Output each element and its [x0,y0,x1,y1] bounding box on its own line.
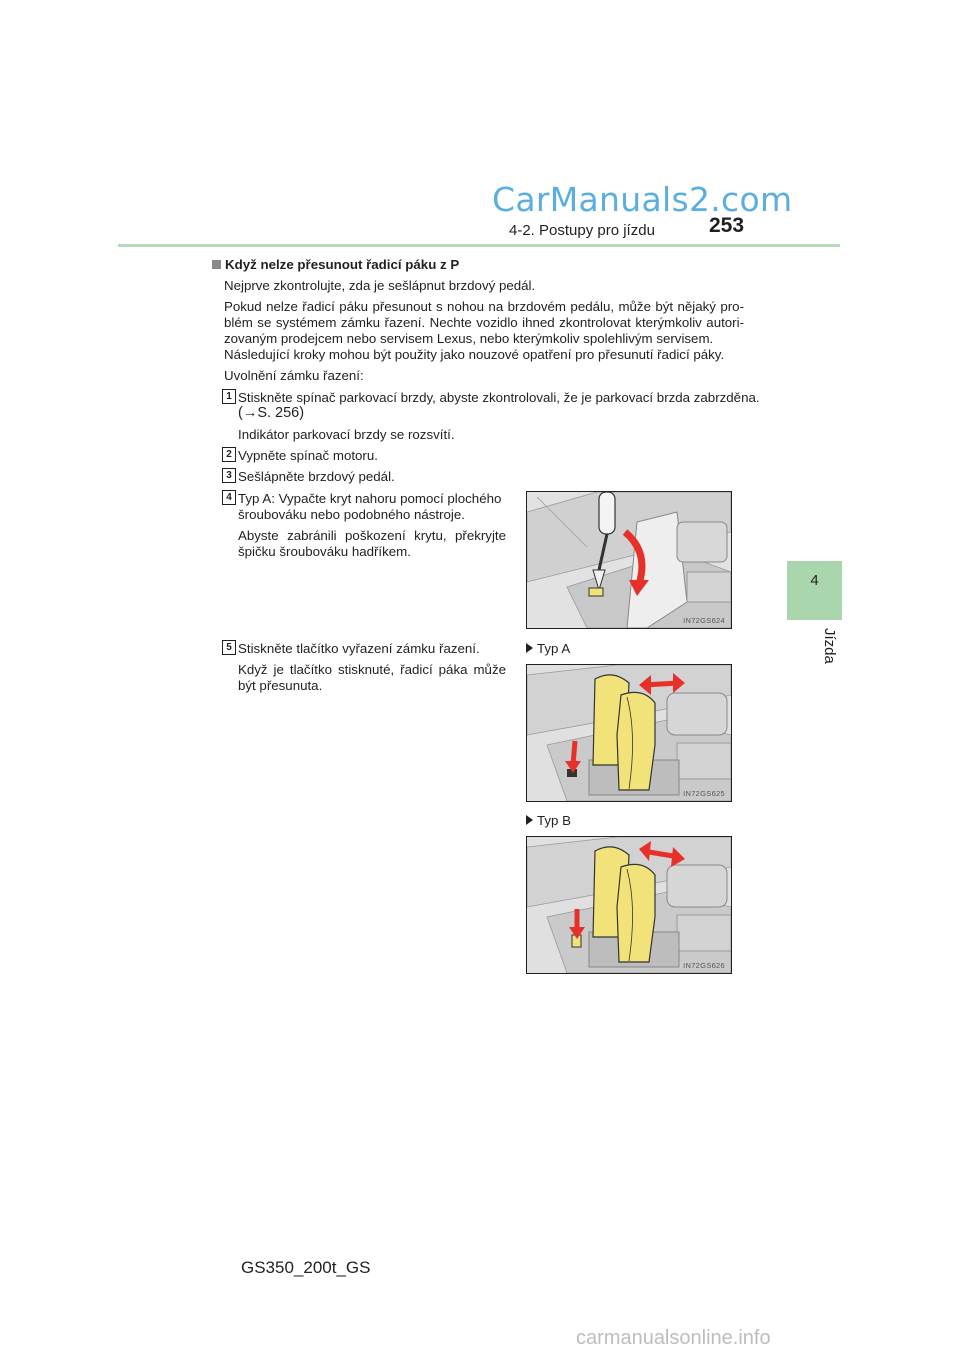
type-a-label: Typ A [526,640,570,657]
step-5-sub-line-2: být přesunuta. [238,678,323,693]
step-4-line-1: Typ A: Vypačte kryt nahoru pomocí plochého [238,491,502,506]
para-2-line-2: blém se systémem zámku řazení. Nechte vozidlo ihned zkontrolovat kterýmkoliv autori- [224,315,744,330]
step-number-4: 4 [222,490,236,505]
type-b-illustration [527,837,731,973]
step-5-line-1: Stiskněte tlačítko vyřazení zámku řazení. [238,641,480,656]
step-1-line-1: Stiskněte spínač parkovací brzdy, abyste zkontrolovali, že je parkovací brzda zabrzděna. [238,390,760,405]
chapter-label: Jízda [821,628,838,664]
chapter-number: 4 [810,572,819,589]
square-bullet-icon [212,260,221,269]
para-1: Nejprve zkontrolujte, zda je sešlápnut brzdový pedál. [224,278,536,293]
chapter-tab[interactable] [787,561,842,620]
page-number: 253 [709,214,745,237]
watermark-logo: CarManuals2.com [492,180,793,219]
type-b-label: Typ B [526,812,571,829]
figure-1-id: IN72GS624 [683,616,725,625]
type-a-illustration [527,665,731,801]
step-4-sub-line-1: Abyste zabránili poškození krytu, překryjte [238,528,506,543]
figure-type-a [526,664,732,802]
triangle-bullet-icon [526,643,533,653]
step-5-sub-line-1: Když je tlačítko stisknuté, řadicí páka může [238,662,506,677]
header-rule [118,244,840,247]
para-2-line-1: Pokud nelze řadicí páku přesunout s nohou na brzdovém pedálu, může být nějaký pro- [224,299,744,314]
step-4-line-2: šroubováku nebo podobného nástroje. [238,507,465,522]
step-1-sub: Indikátor parkovací brzdy se rozsvítí. [238,427,455,442]
step-3-text: Sešlápněte brzdový pedál. [238,469,395,484]
model-code: GS350_200t_GS [241,1258,371,1277]
step-number-1: 1 [222,389,236,404]
step-number-5: 5 [222,640,236,655]
para-2-line-3: zovaným prodejcem nebo servisem Lexus, nebo kterýmkoliv spolehlivým servisem. [224,331,714,346]
step-number-3: 3 [222,468,236,483]
figure-type-b [526,836,732,974]
step-2-text: Vypněte spínač motoru. [238,448,378,463]
triangle-bullet-icon [526,815,533,825]
section-heading: Když nelze přesunout řadicí páku z P [212,256,459,273]
section-title: 4-2. Postupy pro jízdu [509,222,655,239]
para-2-line-4: Následující kroky mohou být použity jako nouzové opatření pro přesunutí řadicí páky. [224,347,725,362]
footer-watermark: carmanualsonline.info [576,1327,771,1349]
step-4-sub-line-2: špičku šroubováku hadříkem. [238,544,411,559]
step-number-2: 2 [222,447,236,462]
release-intro: Uvolnění zámku řazení: [224,368,364,383]
step-1-line-2: (→S. 256) [238,405,305,421]
figure-3-id: IN72GS626 [683,961,725,970]
figure-2-id: IN72GS625 [683,789,725,798]
screwdriver-illustration [527,492,731,628]
figure-screwdriver-cover [526,491,732,629]
